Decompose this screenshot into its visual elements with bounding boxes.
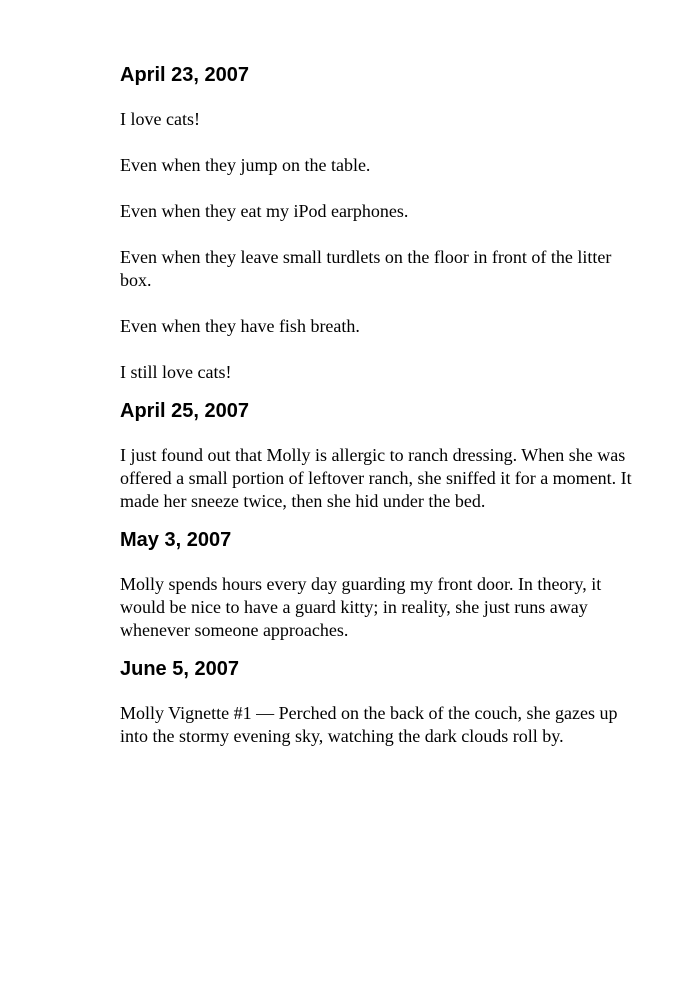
entry-date: June 5, 2007 — [120, 658, 239, 680]
entry-paragraph: I love cats! — [120, 109, 200, 129]
entry-paragraph: Even when they leave small turdlets on the floor in front of the litter box. — [120, 247, 612, 290]
journal-entry — [120, 62, 636, 384]
entry-paragraph: Even when they eat my iPod earphones. — [120, 201, 409, 221]
journal-entry — [120, 656, 636, 748]
document-page — [120, 62, 636, 762]
entry-date: April 23, 2007 — [120, 64, 249, 86]
entry-paragraph: Molly Vignette #1 — Perched on the back of the couch, she gazes up into the stormy evening sky, watching the dark clouds roll by. — [120, 703, 618, 746]
journal-entry — [120, 398, 636, 513]
journal-entry — [120, 527, 636, 642]
entry-date: May 3, 2007 — [120, 529, 232, 551]
entry-paragraph: I still love cats! — [120, 362, 232, 382]
entry-paragraph: Even when they jump on the table. — [120, 155, 371, 175]
entry-date: April 25, 2007 — [120, 400, 249, 422]
entry-paragraph: I just found out that Molly is allergic to ranch dressing. When she was offered a small portion of leftover ranch, she sniffed it for a moment. It made her sneeze twice, then she hid under the bed. — [120, 445, 632, 511]
entry-paragraph: Even when they have fish breath. — [120, 316, 360, 336]
entry-paragraph: Molly spends hours every day guarding my front door. In theory, it would be nice to have a guard kitty; in reality, she just runs away whenever someone approaches. — [120, 574, 602, 640]
